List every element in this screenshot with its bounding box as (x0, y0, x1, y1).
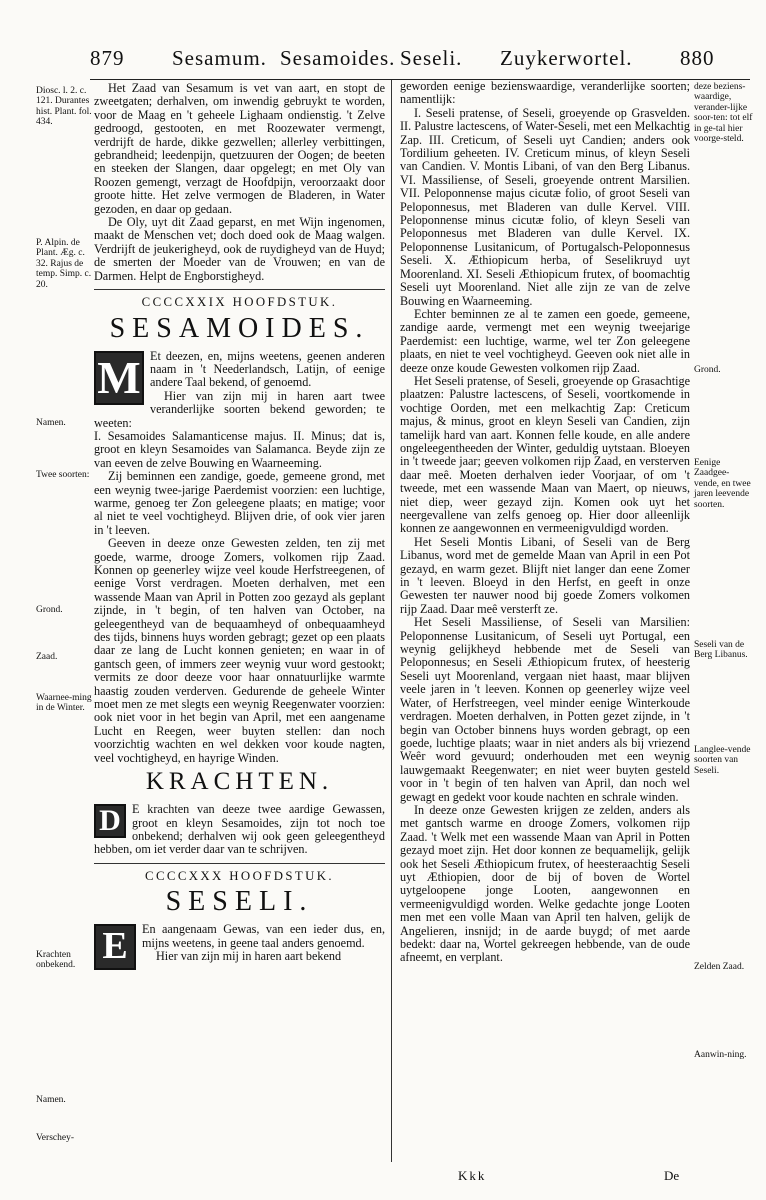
header-word-seseli: Seseli. (400, 46, 463, 70)
header-word-sesamum: Sesamum. (172, 46, 267, 70)
margin-note-libanus: Seseli van de Berg Libanus. (694, 640, 748, 661)
paragraph-sesamoides-grond: Zij beminnen een zandige, goede, gemeene grond, met een weynig twee-jarige Paerdemist voorzien: een luchtige, warme, genoeg ter Zon geleegene plaats; en matige; voor al niet te veel vochtigheyd. Blijven drie, of ook vier jaren in 't leeven. (94, 469, 385, 537)
paragraph-seseli-aanwinning: In deeze onze Gewesten krijgen ze zelden, anders als met gantsch warme en drooge Zomers, volkomen rijp Zaad. 't Welk met een wassende Maan van April in Potten gezayd moet zijn. Het door konnen ze bequamelijk, gelijk ook het Seseli Æthiopicum frutex, of heesteraachtig Seseli uyt Æthiopien, door de bij of boven de Wortel uytgeloopene jonge Looten, aangewonnen en vermeenigvuldigd worden. Welke gedachte jonge Looten men met een volle Maan van April ten halven, gelijk de Angelieren, insnijd; in de aarde buygd; of met aarde bedekt: daar na, Wortel gekreegen hebbende, van de oude afneemt, en verplant. (400, 802, 690, 965)
margin-note-grond-right: Grond. (694, 365, 721, 375)
margin-note-krachten: Krachten onbekend. (36, 950, 76, 971)
margin-note-alpinus: P. Alpin. de Plant. Æg. c. 32. Rajus de temp. Simp. c. 20. (36, 238, 92, 290)
paragraph-seseli-intro-text: En aangenaam Gewas, van een ieder dus, en, mijns weetens, in geene taal anders genoemd. (142, 922, 385, 950)
catchword: De (664, 1168, 680, 1183)
page-number-right: 880 (680, 46, 715, 70)
paragraph-sesamoides-intro-text: Et deezen, en, mijns weetens, geenen anderen naam in 't Neederlandsch, Latijn, of eenige andere Taal bekend, of genoemd. (150, 348, 385, 390)
margin-note-verschey: Verschey- (36, 1133, 74, 1143)
margin-note-namen-2: Namen. (36, 1095, 66, 1105)
header-word-zuykerwortel: Zuykerwortel. (500, 46, 633, 70)
margin-note-aanwinning: Aanwin-ning. (694, 1050, 747, 1060)
margin-note-dioscorides: Diosc. l. 2. c. 121. Durantes hist. Plant. fol. 434. (36, 86, 92, 128)
chapter-title-sesamoides: SESAMOIDES. (109, 312, 370, 344)
signature-mark: Kkk (458, 1168, 487, 1183)
margin-note-winter: Waarnee-ming in de Winter. (36, 693, 92, 714)
chapter-heading-430: CCCCXXX HOOFDSTUK. (145, 868, 334, 883)
drop-cap-m: M (94, 351, 144, 405)
left-column (94, 82, 385, 970)
paragraph-sesamoides-intro (94, 348, 385, 403)
chapter-heading-429: CCCCXXIX HOOFDSTUK. (141, 295, 338, 310)
paragraph-sesamum-seed: Het Zaad van Sesamum is vet van aart, en stopt de zweetgaten; derhalven, om inwendig gebruykt te worden, voor de Maag en 't geheele Lighaam ondienstig. 't Zelve gedroogd, gestooten, en met Roozewater vermengt, verdrijft de harde, dikke gezwellen; allerley verbittingen, gebrandheid; leedenpijn, quetzuuren der Oogen; de beeten en steeken der Slangen, daar opgelegt; en met Oly van Roozen gemengt, verzagt de Hoofdpijn, veroorzaakt door groote hitte. Het zelve vermogen de Bladeren, in Water gezoden, en daar op gedaan. (94, 81, 385, 216)
right-column (400, 80, 690, 965)
paragraph-seseli-grond: Echter beminnen ze al te zamen een goede, gemeene, zandige aarde, vermengt met een weynig tweejarige Paerdemist: een luchtige, warme, wel ter Zon geleegene plaats, en niet te veel vochtigheyd. Geeven ook niet alle in deeze onze koude Gewesten volkomen rijp Zaad. (400, 306, 690, 375)
section-rule (94, 289, 385, 290)
section-rule-2 (94, 863, 385, 864)
paragraph-sesamum-oil: De Oly, uyt dit Zaad geparst, en met Wijn ingenomen, maakt de Menschen vet; doch doed ook de Maag walgen. Verdrijft de jeukerigheyd, ook de ruydigheyd van de Huyd; de smerten der Moeder van de Vrouwen; en van de Darmen. Helpt de Engborstigheyd. (94, 215, 385, 283)
margin-note-zelden-zaad: Zelden Zaad. (694, 962, 745, 972)
paragraph-seseli-kinds-cont: geworden eenige bezienswaardige, veranderlijke soorten; namentlijk: (400, 79, 690, 107)
margin-note-zaadgeevende: Eenige Zaadgee-vende, en twee jaren leevende soorten. (694, 458, 751, 510)
margin-note-twee-soorten: Twee soorten: (36, 470, 90, 480)
margin-note-soorten: deze beziens-waardige, verander-lijke soor-ten: tot elf in ge-tal hier voorge-steld. (694, 82, 753, 145)
column-divider (391, 80, 392, 1162)
margin-note-namen: Namen. (36, 418, 66, 428)
running-header (80, 46, 726, 76)
margin-note-zaad: Zaad. (36, 652, 58, 662)
paragraph-sesamoides-list: I. Sesamoides Salamanticense majus. II. Minus; dat is, groot en kleyn Sesamoides van Salamanca. Beyde zijn ze van eeven de zelve Bouwing en Waarneeming. (94, 428, 385, 470)
paragraph-seseli-massiliense: Het Seseli Massiliense, of Seseli van Marsilien: Peloponnense Lusitanicum, of Seseli uyt Portugal, een weynig gelijkheyd hebbende met de Seseli van Peloponnesus; en Seseli Æthiopicum frutex, of heesterig Seseli uyt Moorenland, vergaan niet haast, maar blijven veele jaren in 't leeven. Konnen op geenerley wijze veel Water, of Herfstreegen, veel minder eenige Winterkoude verdragen. Moeten derhalven, in Potten gezet zijnde, in 't begin van October binnens huys worden gebragt, op een goede, luchtige plaats; waar in niet anders als bij vriezend Weêr word gevuurd; onderhouden met een weynig lauwgemaakt Reegenwater; en niet weer buyten gesteld voor in 't begin of ten halven van April, dan noch wel gewagt en gedekt voor koude nachten en schrale winden. (400, 615, 690, 804)
drop-cap-e: E (94, 924, 136, 970)
drop-cap-d: D (94, 804, 126, 838)
margin-note-langleevende: Langlee-vende soorten van Seseli. (694, 745, 751, 776)
section-title-krachten: KRACHTEN. (145, 768, 334, 796)
chapter-title-seseli: SESELI. (165, 886, 314, 918)
paragraph-seseli-libani: Het Seseli Montis Libani, of Seseli van de Berg Libanus, word met de gemelde Maan van April in een Pot gezayd, en warm gezet. Blijft niet langer dan eene Zomer in 't leeven. Bloeyd in den Herfst, en geeft in onze Gewesten ter nauwer nood bij goede Zomers volkomen rijp Zaad. Daar meê versterft ze. (400, 534, 690, 616)
paragraph-sesamoides-zaad: Geeven in deeze onze Gewesten zelden, ten zij met goede, warme, drooge Zomers, volkomen rijp Zaad. Konnen op geenerley wijze veel koude Herfstreegenen, of eenige Vorst verdragen. Moeten derhalven, met een wassende Maan van April in Potten zoo gezayd als geplant zijnde, in 't begin, of ten halven van October, na geleegentheyd van de bequaamheyd of onbequaamheyd des tijds, binnens huys worden gebragt; gezet op een plaats daar ze lang de Lucht konnen genieten; en waar in of gantsch geen, of immers zeer weynig vuur word gestookt; vermits ze door deeze voor haar onnatuurlijke warmte haastig zouden verderven. Gedurende de geheele Winter moet men ze met slegts een weynig Reegenwater voorzien: ook niet voor in het begin van April, met een aangename Lucht en Reegen, weer buyten stellen: dan noch voorzichtig wachten en wel dekken voor koude nagten, veel vochtigheyd, en hayrige Winden. (94, 536, 385, 765)
paragraph-krachten-text: E krachten van deeze twee aardige Gewassen, groot en kleyn Sesamoides, zijn tot noch toe onbekend; derhalven wij ook geen geleegentheyd hebben, om iet verder daar van te schrijven. (94, 802, 385, 857)
paragraph-krachten (94, 803, 385, 857)
page-number-left: 879 (90, 46, 125, 70)
paragraph-sesamoides-kinds: Hier van zijn mij in haren aart twee veranderlijke soorten bekend geworden; te weeten: (94, 388, 385, 430)
paragraph-seseli-pratense: Het Seseli pratense, of Seseli, groeyende op Grasachtige plaatzen: Palustre lactescens, of Seseli, voortkomende in vochtige Oorden, met een melkachtig Zap: Creticum majus, & minus, groot en kleyn Seseli van Candien, zijn tamelijk hard van aart. Konnen felle koude, en alle andere ongeleegentheeden der Winter, geduldig uytstaan. Bloeyen in 't tweede jaar; geeven volkomen rijp Zaad, en versterven daar meê. Moeten derhalven ieder Voorjaar, of om 't tweede, met een wassende Maan van Maert, op nieuws, niet diep, weer gezayd zijn. Komen ook uyt het neergevallene van zelfs genoeg op. Hier door alleenlijk konnen ze aangewonnen en vermeenigvuldigd worden. (400, 373, 690, 536)
header-word-sesamoides: Sesamoides. (280, 46, 396, 70)
paragraph-seseli-kinds-start: Hier van zijn mij in haren aart bekend (156, 948, 342, 963)
margin-note-grond: Grond. (36, 605, 63, 615)
paragraph-seseli-list: I. Seseli pratense, of Seseli, groeyende op Grasvelden. II. Palustre lactescens, of Water-Seseli, met een Melkachtig Zap. III. Creticum, of Seseli uyt Candien; anders ook Tordilium geheeten. IV. Creticum minus, of kleyn Seseli van Candien. V. Montis Libani, of van den Berg Libanus. VI. Massiliense, of Seseli, groeyende ontrent Marsilien. VII. Peloponnense majus cicutæ folio, of groot Seseli van Peloponnesus, met Bladeren van dulle Kervel. VIII. Peloponnense minus cicutæ folio, of kleyn Seseli van Peloponnesus met Bladeren van dulle Kervel. IX. Peloponnense Lusitanicum, of Portugalsch-Peloponnesus Seseli. X. Æthiopicum herba, of Seselikruyd uyt Moorenland. XI. Seseli Æthiopicum frutex, of boomachtig Seseli uyt Moorenland. Niet alle zijn ze van de zelve Bouwing en Waarneeming. (400, 105, 690, 308)
